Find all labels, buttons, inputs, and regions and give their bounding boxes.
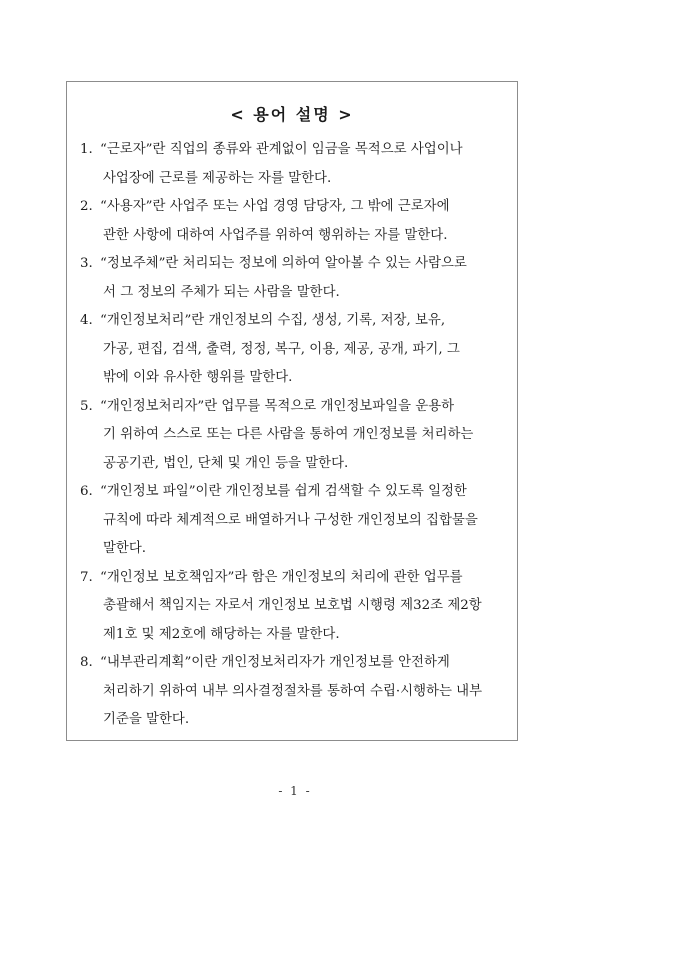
term-text-line: 공공기관, 법인, 단체 및 개인 등을 말한다. [103, 455, 349, 471]
term-item [80, 307, 512, 393]
term-number: 6. [80, 484, 93, 499]
term-item [80, 136, 512, 193]
term-text [100, 307, 512, 393]
term-text [100, 649, 512, 735]
term-text-line: 기준을 말한다. [103, 712, 190, 727]
term-number: 1. [80, 142, 93, 157]
term-text-line: “정보주체”란 처리되는 정보에 의하여 알아볼 수 있는 사람으로 [100, 256, 467, 271]
term-number: 2. [80, 199, 93, 214]
term-text-line: 말한다. [103, 541, 147, 556]
term-text-line: 제1호 및 제2호에 해당하는 자를 말한다. [103, 626, 340, 642]
term-number: 4. [80, 313, 93, 328]
term-item [80, 564, 512, 650]
term-text [100, 393, 512, 479]
term-text-line: “개인정보 보호책임자”라 함은 개인정보의 처리에 관한 업무를 [100, 569, 463, 585]
terms-box [66, 81, 518, 741]
term-number: 5. [80, 398, 93, 414]
term-text [100, 478, 512, 564]
term-text-line: 가공, 편집, 검색, 출력, 정정, 복구, 이용, 제공, 공개, 파기, 그 [103, 341, 460, 357]
term-text-line: “사용자”란 사업주 또는 사업 경영 담당자, 그 밖에 근로자에 [100, 199, 450, 214]
term-text-line: “개인정보 파일”이란 개인정보를 쉽게 검색할 수 있도록 일정한 [100, 484, 467, 499]
terms-title: < 용어 설명 > [230, 105, 354, 124]
term-text-line: 사업장에 근로를 제공하는 자를 말한다. [103, 170, 332, 186]
term-text [100, 564, 512, 650]
term-text [100, 250, 512, 307]
term-number: 3. [80, 256, 93, 271]
term-text-line: 밖에 이와 유사한 행위를 말한다. [103, 370, 293, 385]
term-text-line: 총괄해서 책임지는 자로서 개인정보 보호법 시행령 제32조 제2항 [103, 598, 482, 613]
term-text [100, 136, 512, 193]
term-text-line: “내부관리계획”이란 개인정보처리자가 개인정보를 안전하게 [100, 655, 450, 670]
term-text-line: “개인정보처리”란 개인정보의 수집, 생성, 기록, 저장, 보유, [100, 313, 446, 328]
term-text-line: “개인정보처리자”란 업무를 목적으로 개인정보파일을 운용하 [100, 398, 455, 414]
term-item [80, 649, 512, 735]
page-number: - 1 - [278, 784, 312, 798]
term-text [100, 193, 512, 250]
terms-list [80, 136, 512, 735]
term-item [80, 478, 512, 564]
term-text-line: 처리하기 위하여 내부 의사결정절차를 통하여 수립·시행하는 내부 [103, 683, 483, 699]
term-text-line: 기 위하여 스스로 또는 다른 사람을 통하여 개인정보를 처리하는 [103, 427, 474, 442]
term-item [80, 250, 512, 307]
term-item [80, 393, 512, 479]
term-number: 7. [80, 569, 93, 585]
term-item [80, 193, 512, 250]
term-number: 8. [80, 655, 93, 670]
term-text-line: 규칙에 따라 체계적으로 배열하거나 구성한 개인정보의 집합물을 [103, 512, 478, 528]
term-text-line: 서 그 정보의 주체가 되는 사람을 말한다. [103, 284, 340, 300]
term-text-line: 관한 사항에 대하여 사업주를 위하여 행위하는 자를 말한다. [103, 227, 448, 243]
term-text-line: “근로자”란 직업의 종류와 관계없이 임금을 목적으로 사업이나 [100, 142, 463, 157]
